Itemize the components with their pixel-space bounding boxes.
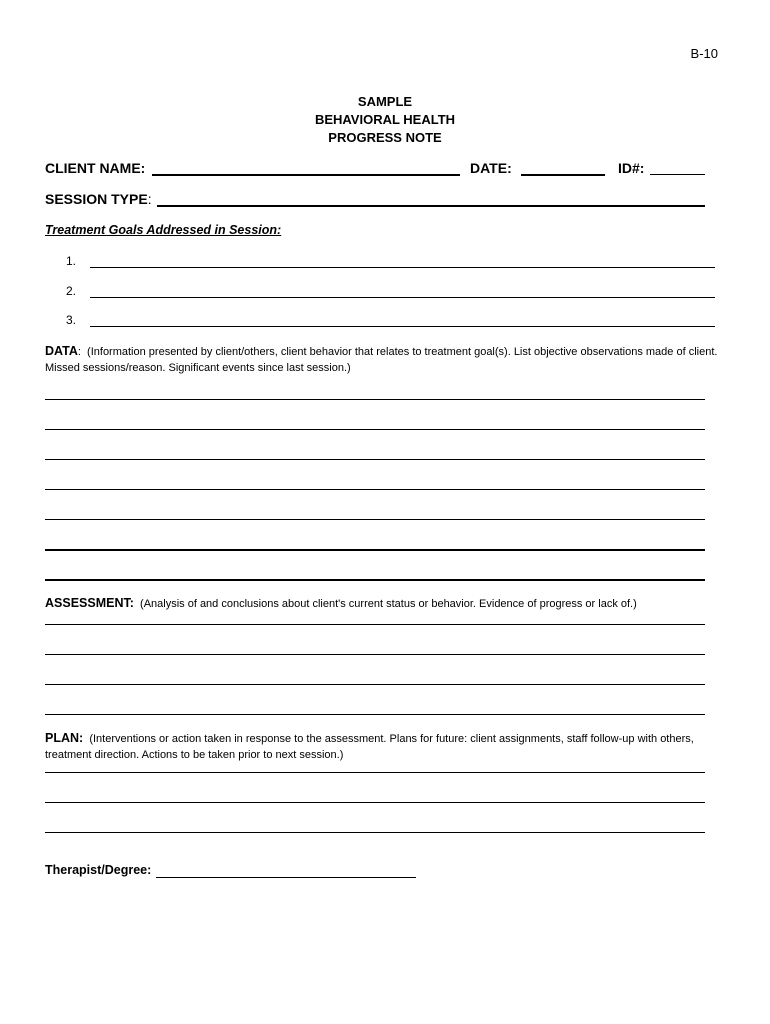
plan-line[interactable] [45,802,705,803]
data-label: DATA [45,344,78,358]
assessment-line[interactable] [45,714,705,715]
title-line-3: PROGRESS NOTE [328,130,442,145]
data-line[interactable] [45,459,705,460]
data-description: (Information presented by client/others, client behavior that relates to treatment goal(s). List objective observations made of client. Missed sessions/reason. Significant events since last session.) [45,346,718,374]
client-name-label: CLIENT NAME: [45,160,146,176]
goal-3-field[interactable] [90,326,715,327]
data-line[interactable] [45,579,705,581]
goal-1-field[interactable] [90,267,715,268]
date-label: DATE: [470,160,512,176]
title-line-2: BEHAVIORAL HEALTH [314,112,456,127]
assessment-line[interactable] [45,654,705,655]
session-type-label: SESSION TYPE: [45,191,152,207]
assessment-label: ASSESSMENT: [45,596,134,610]
data-line[interactable] [45,399,705,400]
page-id: B-10 [690,46,718,61]
treatment-goals-heading: Treatment Goals Addressed in Session: [45,223,282,237]
data-line[interactable] [45,429,705,430]
goal-number: 3. [66,313,77,327]
goal-number: 1. [66,254,77,268]
plan-line[interactable] [45,772,705,773]
therapist-label: Therapist/Degree: [45,863,152,877]
assessment-line[interactable] [45,624,705,625]
title-line-1: SAMPLE [357,94,413,109]
goal-2-field[interactable] [90,297,715,298]
id-field[interactable] [650,174,705,175]
assessment-description: (Analysis of and conclusions about client's current status or behavior. Evidence of progress or lack of.) [140,598,637,610]
data-line[interactable] [45,519,705,520]
goal-number: 2. [66,284,77,298]
plan-section-heading [45,730,725,763]
assessment-section-heading [45,595,725,612]
date-field[interactable] [521,174,605,176]
plan-line[interactable] [45,832,705,833]
therapist-field[interactable] [156,877,416,878]
session-type-field[interactable] [157,205,705,207]
assessment-line[interactable] [45,684,705,685]
data-line[interactable] [45,549,705,551]
client-name-field[interactable] [152,174,460,176]
plan-description: (Interventions or action taken in response to the assessment. Plans for future: client assignments, staff follow-up with others, treatment direction. Actions to be taken prior to next session.) [45,733,694,761]
plan-label: PLAN: [45,731,84,745]
data-line[interactable] [45,489,705,490]
data-section-heading: DATA: (Information presented by client/others, client behavior that relates to treatment goal(s). List objective observations made of client. Missed sessions/reason. Significant events since last session.) [45,344,718,374]
id-label: ID#: [618,160,645,176]
